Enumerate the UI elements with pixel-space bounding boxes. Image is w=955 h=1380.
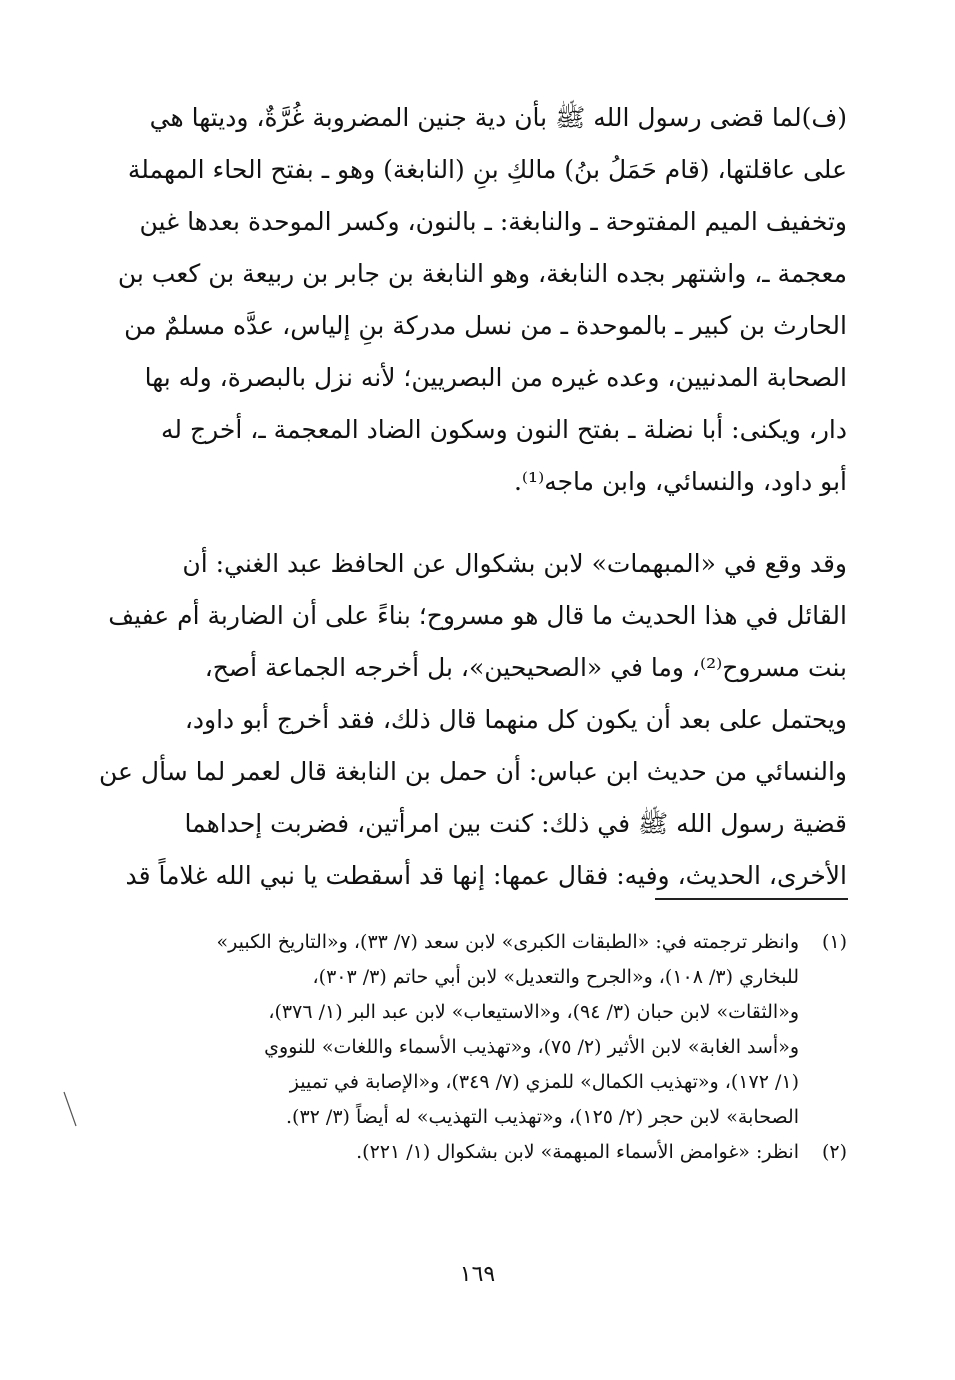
text-line: القائل في هذا الحديث ما قال هو مسروح؛ بناءً على أن الضاربة أم عفيف: [108, 601, 847, 630]
text-line: الصحابة المدنيين، وعده غيره من البصريين؛ لأنه نزل بالبصرة، وله بها: [144, 363, 847, 392]
text-line: ويحتمل على بعد أن يكون كل منهما قال ذلك، فقد أخرج أبو داود،: [184, 705, 847, 734]
footnote-line: وانظر ترجمته في: «الطبقات الكبرى» لابن سعد (٧/ ٣٣)، و«التاريخ الكبير»: [216, 931, 799, 953]
text-line: الحارث بن كبير ـ بالموحدة ـ من نسل مدركة بنِ إلياس، عدَّه مسلمٌ من: [124, 311, 847, 340]
footnote-2: [107, 1135, 847, 1170]
scan-mark: [62, 1090, 78, 1128]
text-line: معجمة ـ، واشتهر بجده النابغة، وهو النابغة بن جابر بن ربيعة بن كعب بن: [117, 259, 847, 288]
text-line: دار، ويكنى: أبا نضلة ـ بفتح النون وسكون الضاد المعجمة ـ، أخرج له: [161, 415, 847, 444]
text-line: (ف)لما قضى رسول الله ﷺ بأن دية جنين المضروبة غُرَّةٌ، وديتها هي: [149, 103, 847, 132]
footnote-1: [107, 925, 847, 1135]
footnote-line: للبخاري (٣/ ١٠٨)، و«الجرح والتعديل» لابن أبي حاتم (٣/ ٣٠٣)،: [312, 966, 799, 988]
text-line: وتخفيف الميم المفتوحة ـ والنابغة: ـ بالنون، وكسر الموحدة بعدها غين: [139, 207, 847, 236]
text-line: بنت مسروح⁽²⁾، وما في «الصحيحين»، بل أخرجه الجماعة أصح،: [204, 653, 847, 682]
footnote-number: (٢): [821, 1141, 847, 1163]
text-line: وقد وقع في «المبهمات» لابن بشكوال عن الحافظ عبد الغني: أن: [182, 549, 847, 578]
footnote-line: الصحابة» لابن حجر (٢/ ١٢٥)، و«تهذيب التهذيب» له أيضاً (٣/ ٣٢).: [286, 1106, 799, 1128]
footnote-line: و«أسد الغابة» لابن الأثير (٢/ ٧٥)، و«تهذيب الأسماء واللغات» للنووي: [264, 1036, 799, 1058]
footnote-divider: [655, 898, 848, 900]
text-line: أبو داود، والنسائي، وابن ماجه⁽¹⁾.: [513, 467, 847, 496]
text-line: والنسائي من حديث ابن عباس: أن حمل بن النابغة قال لعمر لما سأل عن: [99, 757, 847, 786]
footnote-number: (١): [821, 931, 847, 953]
main-paragraph-2: [99, 538, 847, 902]
footnote-line: و«الثقات» لابن حبان (٣/ ٩٤)، و«الاستيعاب» لابن عبد البر (١/ ٣٧٦)،: [268, 1001, 799, 1023]
page-number: ١٦٩: [459, 1262, 496, 1287]
footnotes: [107, 925, 847, 1170]
text-line: قضية رسول الله ﷺ في ذلك: كنت بين امرأتين، فضربت إحداهما: [184, 809, 847, 838]
main-paragraph-1: [107, 92, 847, 508]
footnote-line: (١/ ١٧٢)، و«تهذيب الكمال» للمزي (٧/ ٣٤٩)، و«الإصابة في تمييز: [289, 1071, 799, 1093]
text-line: على عاقلتها، (قام حَمَلُ بنُ) مالكِ بنِ (النابغة) وهو ـ بفتح الحاء المهملة: [127, 155, 847, 184]
text-line: الأخرى، الحديث، وفيه: فقال عمها: إنها قد أسقطت يا نبي الله غلاماً قد: [125, 861, 847, 890]
footnote-line: انظر: «غوامض الأسماء المبهمة» لابن بشكوال (١/ ٢٢١).: [356, 1141, 799, 1163]
